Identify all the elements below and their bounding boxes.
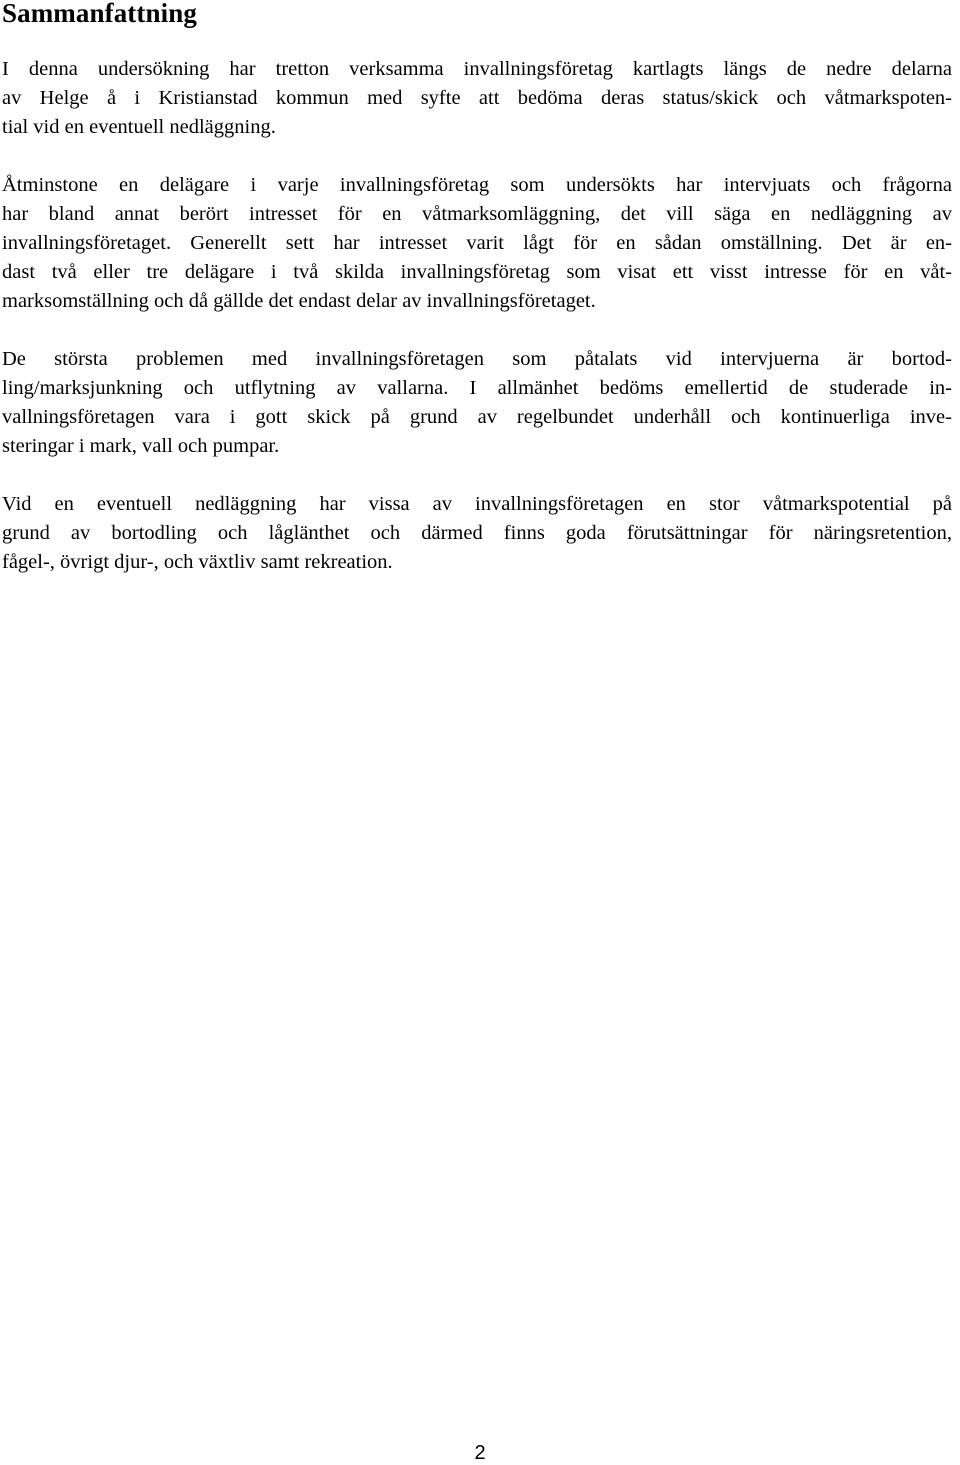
text-line: Vid en eventuell nedläggning har vissa av invallningsföretagen en stor våtmarkspotential på	[2, 493, 952, 515]
text-line: vallningsföretagen vara i gott skick på grund av regelbundet underhåll och kontinuerliga inve-	[2, 406, 952, 428]
text-line: dast två eller tre delägare i två skilda invallningsföretag som visat ett visst intresse för en våt-	[2, 261, 952, 283]
text-line: tial vid en eventuell nedläggning.	[2, 116, 276, 138]
text-line: ling/marksjunkning och utflytning av vallarna. I allmänhet bedöms emellertid de studerade in-	[2, 377, 952, 399]
text-line: I denna undersökning har tretton verksamma invallningsföretag kartlagts längs de nedre delarna	[2, 58, 952, 80]
text-line: av Helge å i Kristianstad kommun med syfte att bedöma deras status/skick och våtmarkspoten-	[2, 87, 952, 109]
summary-body	[2, 55, 952, 606]
text-line: marksomställning och då gällde det endast delar av invallningsföretaget.	[2, 290, 596, 312]
text-line: fågel-, övrigt djur-, och växtliv samt rekreation.	[2, 551, 393, 573]
text-line: har bland annat berört intresset för en våtmarksomläggning, det vill säga en nedläggning av	[2, 203, 952, 225]
paragraph-problems	[2, 345, 952, 461]
text-line: steringar i mark, vall och pumpar.	[2, 435, 280, 457]
text-line: grund av bortodling och låglänthet och därmed finns goda förutsättningar för näringsretention,	[2, 522, 952, 544]
section-heading: Sammanfattning	[2, 0, 197, 28]
paragraph-interviews	[2, 171, 952, 316]
paragraph-potential	[2, 490, 952, 577]
paragraph-intro	[2, 55, 952, 142]
text-line: Åtminstone en delägare i varje invallningsföretag som undersökts har intervjuats och frågorna	[2, 174, 952, 196]
page-number: 2	[474, 1442, 486, 1464]
text-line: invallningsföretaget. Generellt sett har intresset varit lågt för en sådan omställning. Det är en-	[2, 232, 952, 254]
text-line: De största problemen med invallningsföretagen som påtalats vid intervjuerna är bortod-	[2, 348, 952, 370]
